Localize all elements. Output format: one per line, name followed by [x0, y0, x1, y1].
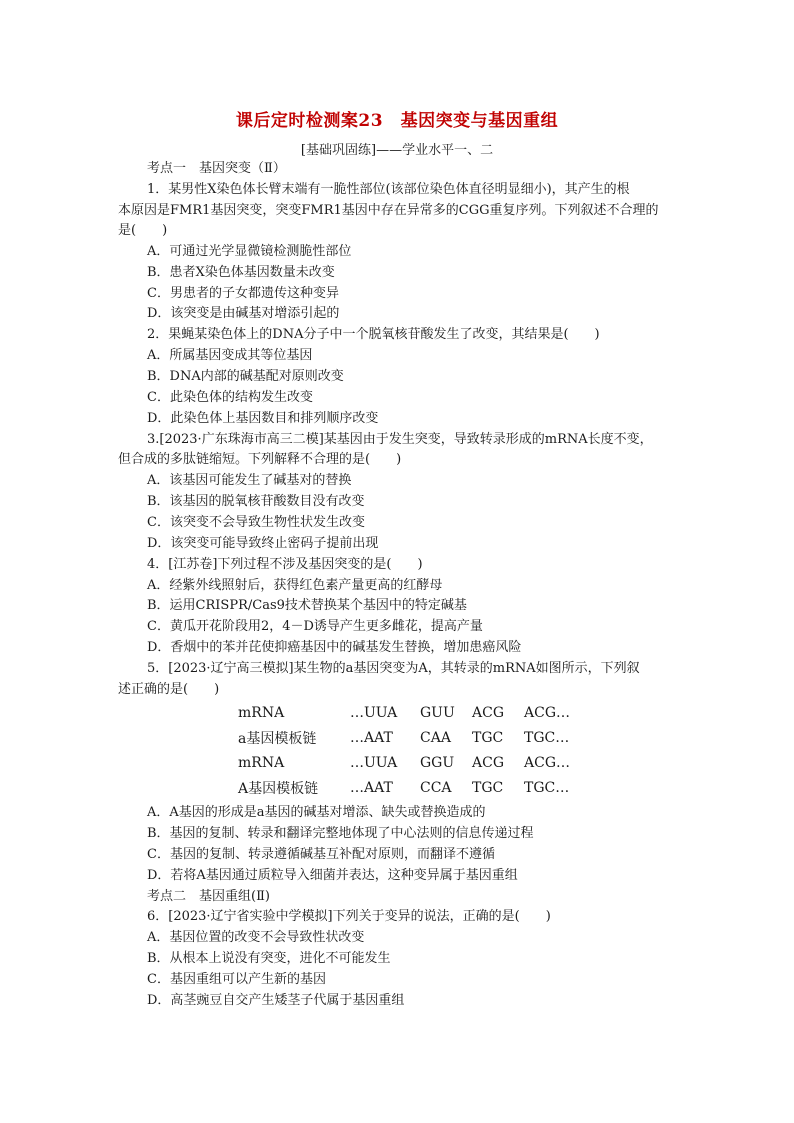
question-1-option-d: D．该突变是由碱基对增添引起的 [147, 306, 340, 321]
codon: …AAT [350, 729, 393, 746]
sequence-label: A基因模板链 [238, 780, 319, 797]
section-heading-1: 考点一 基因突变（Ⅱ） [147, 161, 286, 176]
section-heading-2: 考点二 基因重组(Ⅱ) [147, 889, 270, 904]
sequence-table [238, 700, 570, 800]
question-2-text: 2．果蝇某染色体上的DNA分子中一个脱氧核苷酸发生了改变，其结果是( ) [147, 327, 600, 342]
question-3-text: 3.[2023·广东珠海市高三二模]某基因由于发生突变，导致转录形成的mRNA长度不变， [147, 432, 653, 447]
question-1-text-cont: 本原因是FMR1基因突变，突变FMR1基因中存在异常多的CGG重复序列。下列叙述不合理的 [118, 203, 659, 218]
question-6-option-c: C．基因重组可以产生新的基因 [147, 972, 326, 987]
sequence-label: mRNA [238, 754, 285, 771]
question-3-option-b: B．该基因的脱氧核苷酸数目没有改变 [147, 494, 365, 509]
page-title: 课后定时检测案23 基因突变与基因重组 [235, 111, 559, 131]
codon: ACG… [524, 704, 571, 721]
question-5-option-c: C．基因的复制、转录遵循碱基互补配对原则，而翻译不遵循 [147, 847, 495, 862]
sequence-label: a基因模板链 [238, 730, 317, 747]
codon: ACG [472, 754, 505, 771]
codon: TGC [472, 779, 504, 796]
sequence-label: mRNA [238, 704, 285, 721]
question-1-option-a: A．可通过光学显微镜检测脆性部位 [147, 244, 352, 259]
question-5-text: 5．[2023·辽宁高三模拟]某生物的a基因突变为A，其转录的mRNA如图所示，下列叙 [147, 661, 640, 676]
section-subtitle: [基础巩固练]——学业水平一、二 [300, 143, 494, 158]
question-4-option-c: C．黄瓜开花阶段用2，4－D诱导产生更多雌花，提高产量 [147, 619, 483, 634]
codon: …AAT [350, 779, 393, 796]
codon: ACG… [524, 754, 571, 771]
question-3-option-c: C．该突变不会导致生物性状发生改变 [147, 515, 365, 530]
question-1-option-b: B．患者X染色体基因数量未改变 [147, 265, 335, 280]
question-5-text-cont: 述正确的是( ) [118, 682, 220, 697]
question-5-option-b: B．基因的复制、转录和翻译完整地体现了中心法则的信息传递过程 [147, 826, 534, 841]
question-2-option-c: C．此染色体的结构发生改变 [147, 390, 313, 405]
codon: TGC… [524, 779, 570, 796]
question-5-option-a: A．A基因的形成是a基因的碱基对增添、缺失或替换造成的 [147, 805, 486, 820]
codon: …UUA [350, 704, 398, 721]
question-1-text-cont: 是( ) [118, 223, 168, 238]
sequence-row [238, 725, 570, 750]
codon: TGC [472, 729, 504, 746]
question-6-text: 6．[2023·辽宁省实验中学模拟]下列关于变异的说法，正确的是( ) [147, 909, 551, 924]
question-4-option-b: B．运用CRISPR/Cas9技术替换某个基因中的特定碱基 [147, 598, 467, 613]
sequence-row [238, 775, 570, 800]
question-2-option-b: B．DNA内部的碱基配对原则改变 [147, 369, 344, 384]
codon: GGU [420, 754, 455, 771]
question-2-option-d: D．此染色体上基因数目和排列顺序改变 [147, 411, 379, 426]
question-3-text-cont: 但合成的多肽链缩短。下列解释不合理的是( ) [118, 452, 402, 467]
question-6-option-a: A．基因位置的改变不会导致性状改变 [147, 930, 365, 945]
question-1-option-c: C．男患者的子女都遗传这种变异 [147, 286, 339, 301]
codon: TGC… [524, 729, 570, 746]
question-2-option-a: A．所属基因变成其等位基因 [147, 348, 313, 363]
question-4-option-a: A．经紫外线照射后，获得红色素产量更高的红酵母 [147, 578, 443, 593]
question-1-text: 1．某男性X染色体长臂末端有一脆性部位(该部位染色体直径明显细小)，其产生的根 [147, 182, 630, 197]
codon: CCA [420, 779, 452, 796]
question-3-option-d: D．该突变可能导致终止密码子提前出现 [147, 536, 379, 551]
codon: …UUA [350, 754, 398, 771]
question-6-option-d: D．高茎豌豆自交产生矮茎子代属于基因重组 [147, 993, 405, 1008]
sequence-row [238, 750, 570, 775]
question-4-text: 4．[江苏卷]下列过程不涉及基因突变的是( ) [147, 557, 423, 572]
codon: GUU [420, 704, 455, 721]
question-4-option-d: D．香烟中的苯并芘使抑癌基因中的碱基发生替换，增加患癌风险 [147, 640, 522, 655]
question-6-option-b: B．从根本上说没有突变，进化不可能发生 [147, 951, 391, 966]
codon: ACG [472, 704, 505, 721]
question-3-option-a: A．该基因可能发生了碱基对的替换 [147, 473, 352, 488]
sequence-row [238, 700, 570, 725]
codon: CAA [420, 729, 451, 746]
question-5-option-d: D．若将A基因通过质粒导入细菌并表达，这种变异属于基因重组 [147, 868, 518, 883]
